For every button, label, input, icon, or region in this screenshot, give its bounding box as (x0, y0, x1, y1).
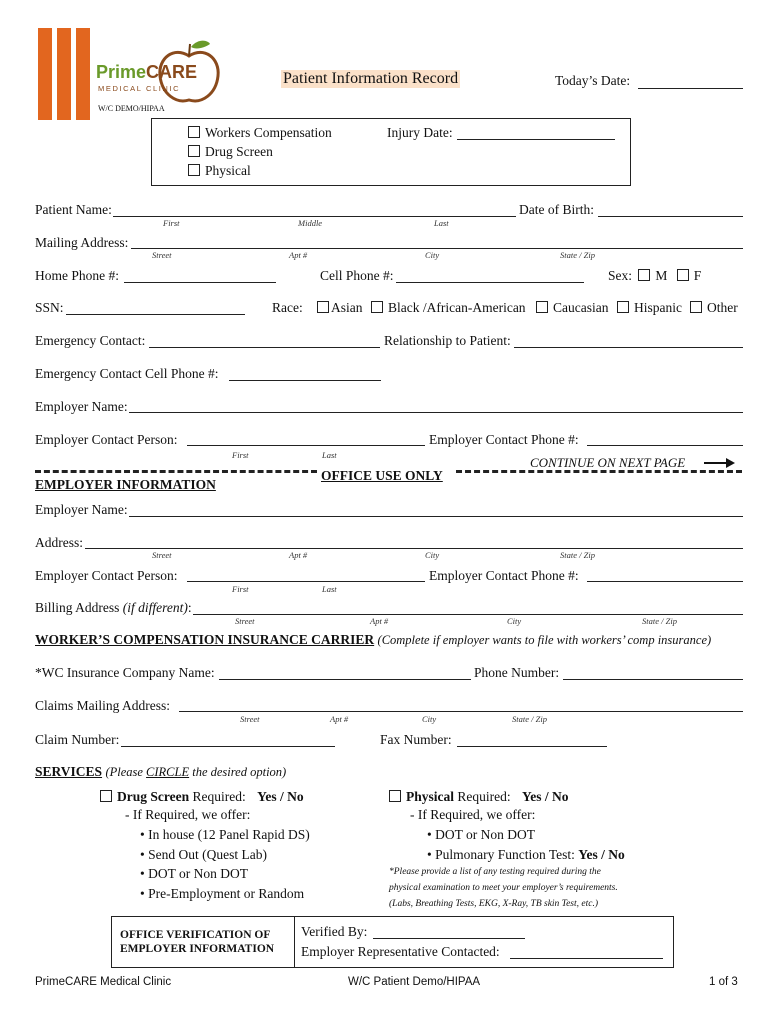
sex-f-label: F (693, 268, 702, 283)
office-verification-line2: EMPLOYER INFORMATION (120, 943, 275, 955)
relationship-field[interactable] (514, 347, 743, 348)
wc-phone-label: Phone Number: (474, 665, 560, 680)
race-label: Race: (272, 300, 303, 315)
bullet-icon: • (140, 846, 145, 862)
emp-sub-first: First (232, 584, 249, 594)
emp-name-label: Employer Name: (35, 502, 128, 517)
claim-number-label: Claim Number: (35, 732, 120, 747)
mailing-address-label: Mailing Address: (35, 235, 129, 250)
drug-screen-service-checkbox[interactable] (100, 790, 112, 802)
page-title: Patient Information Record (283, 70, 459, 87)
claims-address-label: Claims Mailing Address: (35, 698, 170, 713)
bullet-icon: • (140, 827, 145, 842)
claims-sub-city: City (422, 714, 437, 724)
bill-sub-statezip: State / Zip (642, 616, 677, 626)
fax-label: Fax Number: (380, 732, 452, 747)
drug-screen-yesno[interactable]: Yes / No (257, 789, 304, 804)
phys-if-required: - If Required, we offer: (410, 807, 536, 822)
office-verification-line1: OFFICE VERIFICATION OF (120, 929, 271, 941)
wc-company-label: *WC Insurance Company Name: (35, 665, 215, 680)
employer-info-heading: EMPLOYER INFORMATION (35, 477, 216, 492)
injury-date-label: Injury Date: (387, 125, 453, 140)
billing-note: (if different) (122, 600, 188, 615)
services-note-post: the desired option) (189, 765, 287, 779)
brand-care: CARE (146, 62, 198, 82)
physical-service-checkbox[interactable] (389, 790, 401, 802)
footer-left: PrimeCARE Medical Clinic (35, 976, 172, 988)
claims-sub-apt: Apt # (330, 714, 349, 724)
claims-address-field[interactable] (179, 711, 743, 712)
bullet-icon: • (140, 885, 145, 901)
cell-phone-label: Cell Phone #: (320, 268, 394, 283)
cell-phone-field[interactable] (396, 282, 584, 283)
sub-statezip: State / Zip (560, 250, 595, 260)
race-other-label: Other (707, 300, 738, 315)
bullet-icon: • (427, 846, 432, 862)
verification-box (111, 916, 674, 968)
employer-phone-label: Employer Contact Phone #: (429, 432, 579, 447)
sub-city: City (425, 250, 440, 260)
phys-note-line: physical examination to meet your employer’s requirements. (389, 883, 618, 893)
race-asian-checkbox[interactable] (317, 301, 329, 313)
workers-comp-label: Workers Compensation (205, 125, 332, 140)
drug-screen-title: Drug Screen (117, 789, 190, 804)
employer-contact-label: Employer Contact Person: (35, 432, 178, 447)
carrier-heading: WORKER’S COMPENSATION INSURANCE CARRIER (35, 632, 375, 647)
emp-sub-apt: Apt # (289, 550, 308, 560)
employer-contact-field[interactable] (187, 445, 425, 446)
services-note-circle: CIRCLE (146, 765, 190, 779)
emp-name-field[interactable] (129, 516, 743, 517)
bill-sub-apt: Apt # (370, 616, 389, 626)
bullet-icon: • (140, 866, 145, 881)
dashed-divider-left (35, 470, 317, 473)
emp-phone-field[interactable] (587, 581, 743, 582)
sex-f-checkbox[interactable] (677, 269, 689, 281)
race-asian-label: Asian (331, 300, 363, 315)
claim-number-field[interactable] (121, 746, 335, 747)
workers-comp-checkbox[interactable] (188, 126, 200, 138)
home-phone-field[interactable] (124, 282, 276, 283)
sex-m-checkbox[interactable] (638, 269, 650, 281)
patient-name-label: Patient Name: (35, 202, 112, 217)
emp-address-label: Address: (35, 535, 83, 550)
claims-sub-street: Street (240, 714, 260, 724)
visit-type-box (151, 118, 631, 186)
sex-m-label: M (655, 268, 668, 283)
billing-label: Billing Address (35, 600, 120, 615)
emp-sub-street: Street (152, 550, 172, 560)
todays-date-label: Today’s Date: (555, 73, 631, 88)
services-note-pre: (Please (105, 765, 147, 779)
employer-name-label: Employer Name: (35, 399, 128, 414)
emp-address-field[interactable] (85, 548, 743, 549)
emergency-cell-field[interactable] (229, 380, 381, 381)
footer-center: W/C Patient Demo/HIPAA (348, 976, 481, 988)
drug-option[interactable]: Send Out (Quest Lab) (148, 846, 267, 862)
fax-field[interactable] (457, 746, 607, 747)
emp-contact-field[interactable] (187, 581, 425, 582)
billing-address-field[interactable] (193, 614, 743, 615)
ssn-field[interactable] (66, 314, 245, 315)
race-black-label: Black /African-American (388, 300, 526, 315)
emergency-cell-label: Emergency Contact Cell Phone #: (35, 366, 219, 381)
drug-if-required: - If Required, we offer: (125, 807, 251, 822)
emergency-contact-field[interactable] (149, 347, 380, 348)
services-heading: SERVICES (35, 764, 103, 779)
billing-colon: : (187, 600, 192, 615)
sub-first: First (163, 218, 180, 228)
dashed-divider-right (456, 470, 742, 473)
emp-contact-label: Employer Contact Person: (35, 568, 178, 583)
relationship-label: Relationship to Patient: (384, 333, 511, 348)
sub-apt: Apt # (289, 250, 308, 260)
physical-yesno[interactable]: Yes / No (522, 789, 569, 804)
physical-required: Required: (454, 789, 511, 804)
claims-sub-statezip: State / Zip (512, 714, 547, 724)
bill-sub-city: City (507, 616, 522, 626)
dob-label: Date of Birth: (519, 202, 594, 217)
brand-sub: MEDICAL CLINIC (98, 84, 181, 93)
wc-demo-label: W/C DEMO/HIPAA (98, 104, 165, 113)
phys-note-line: (Labs, Breathing Tests, EKG, X-Ray, TB skin Test, etc.) (389, 899, 598, 909)
phys-option-dot[interactable]: DOT or Non DOT (435, 827, 535, 842)
emergency-contact-label: Emergency Contact: (35, 333, 146, 348)
race-other-checkbox[interactable] (690, 301, 702, 313)
wc-company-field[interactable] (219, 679, 471, 680)
race-hispanic-label: Hispanic (634, 300, 682, 315)
verified-by-label: Verified By: (301, 924, 368, 939)
race-black-checkbox[interactable] (371, 301, 383, 313)
race-caucasian-label: Caucasian (553, 300, 609, 315)
sub-middle: Middle (298, 218, 323, 228)
physical-title: Physical (406, 789, 455, 804)
emp-sub-statezip: State / Zip (560, 550, 595, 560)
sub-contact-first: First (232, 450, 249, 460)
logo-stripes (38, 28, 90, 120)
physical-checkbox[interactable] (188, 164, 200, 176)
emp-phone-label: Employer Contact Phone #: (429, 568, 579, 583)
bullet-icon: • (427, 827, 432, 842)
brand-prime: Prime (96, 62, 147, 82)
sub-last: Last (434, 218, 449, 228)
ssn-label: SSN: (35, 300, 64, 315)
drug-screen-checkbox[interactable] (188, 145, 200, 157)
employer-name-field[interactable] (129, 412, 743, 413)
patient-name-field[interactable] (113, 216, 516, 217)
arrow-right-icon (704, 457, 736, 469)
bill-sub-street: Street (235, 616, 255, 626)
rep-contacted-field[interactable] (510, 958, 663, 959)
mailing-address-field[interactable] (131, 248, 743, 249)
sub-contact-last: Last (322, 450, 337, 460)
drug-option[interactable]: DOT or Non DOT (148, 866, 248, 881)
wc-phone-field[interactable] (563, 679, 743, 680)
employer-phone-field[interactable] (587, 445, 743, 446)
sub-street: Street (152, 250, 172, 260)
continue-text: CONTINUE ON NEXT PAGE (530, 455, 686, 470)
emp-sub-last: Last (322, 584, 337, 594)
phys-pft-yesno[interactable]: Yes / No (578, 846, 625, 862)
race-hispanic-checkbox[interactable] (617, 301, 629, 313)
verified-by-field[interactable] (373, 938, 525, 939)
drug-option[interactable]: Pre-Employment or Random (148, 885, 305, 901)
dob-field[interactable] (598, 216, 743, 217)
carrier-note: (Complete if employer wants to file with workers’ comp insurance) (377, 633, 712, 647)
drug-screen-label: Drug Screen (205, 144, 273, 159)
phys-note-line: *Please provide a list of any testing required during the (389, 867, 601, 877)
todays-date-field[interactable] (638, 88, 743, 89)
emp-sub-city: City (425, 550, 440, 560)
office-use-only: OFFICE USE ONLY (321, 468, 443, 483)
sex-label: Sex: (608, 268, 633, 283)
rep-contacted-label: Employer Representative Contacted: (301, 944, 500, 959)
drug-screen-required: Required: (189, 789, 246, 804)
physical-label: Physical (205, 163, 251, 178)
injury-date-field[interactable] (457, 139, 615, 140)
drug-option[interactable]: In house (12 Panel Rapid DS) (148, 827, 310, 842)
footer-right: 1 of 3 (709, 976, 738, 988)
home-phone-label: Home Phone #: (35, 268, 119, 283)
phys-option-pft: Pulmonary Function Test: (435, 846, 575, 862)
race-caucasian-checkbox[interactable] (536, 301, 548, 313)
